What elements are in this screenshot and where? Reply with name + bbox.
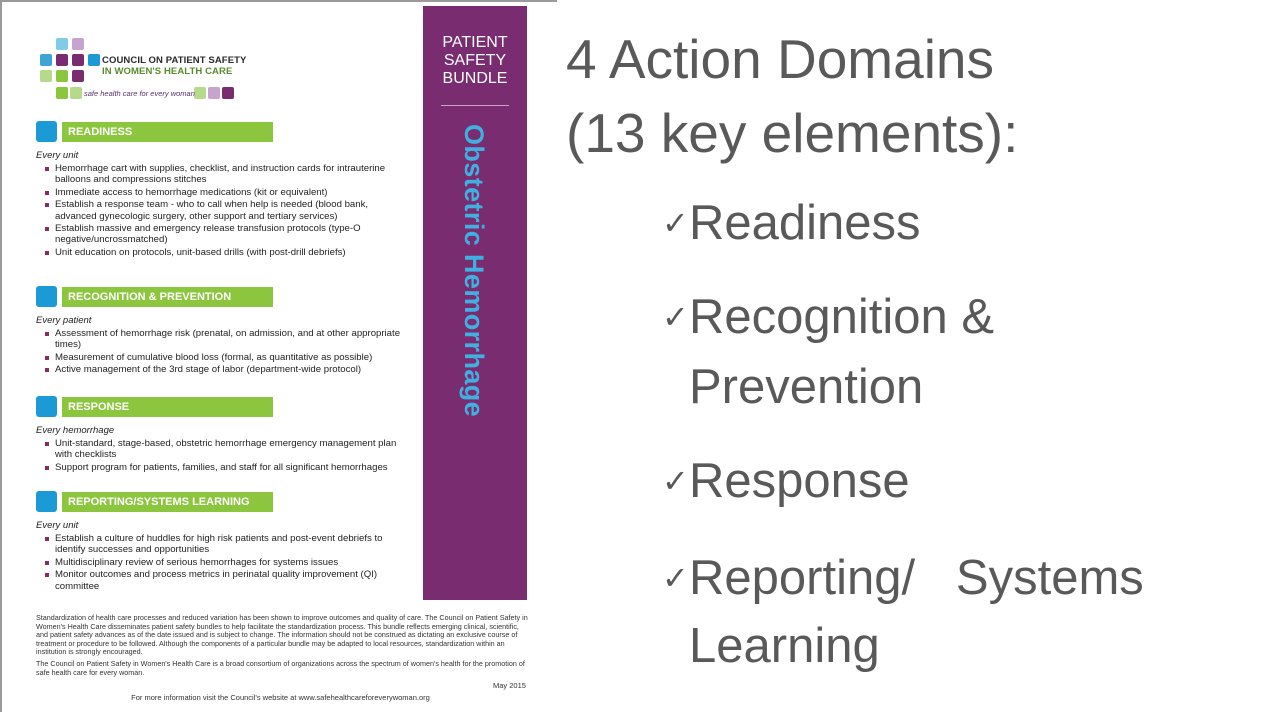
section-title: REPORTING/SYSTEMS LEARNING xyxy=(62,492,273,512)
check-icon: ✓ xyxy=(662,462,689,500)
list-item: Measurement of cumulative blood loss (formal, as quantitative as possible) xyxy=(36,352,416,363)
list-item: Multidisciplinary review of serious hemorrhages for systems issues xyxy=(36,557,416,568)
section-square xyxy=(36,491,57,512)
council-logo xyxy=(36,36,256,106)
disclaimer xyxy=(36,614,530,680)
bullet-text: Response xyxy=(689,454,910,508)
section-square xyxy=(36,396,57,417)
bundle-title: Obstetric Hemorrhage xyxy=(459,124,489,418)
list-item: Monitor outcomes and process metrics in perinatal quality improvement (QI) committee xyxy=(36,569,416,592)
bundle-label: PATIENT SAFETY BUNDLE xyxy=(442,34,508,87)
list-item: Establish a culture of huddles for high risk patients and post-event debriefs to identify successes and opportunities xyxy=(36,533,416,556)
list-item: Unit-standard, stage-based, obstetric hemorrhage emergency management plan with checklists xyxy=(36,438,416,461)
list-item: Establish a response team - who to call when help is needed (blood bank, advanced gynecologic surgery, other support and tertiary services) xyxy=(36,199,416,222)
document-date: May 2015 xyxy=(493,681,526,690)
bullet-text: Recognition & xyxy=(689,290,995,344)
section-response xyxy=(36,396,416,474)
section-reporting-systems-learning xyxy=(36,491,416,593)
heading-line: 4 Action Domains xyxy=(566,28,994,90)
more-info: For more information visit the Council's website at www.safehealthcareforeverywoman.org xyxy=(131,693,430,702)
section-recognition-prevention xyxy=(36,286,416,377)
section-square xyxy=(36,286,57,307)
list-item: Support program for patients, families, and staff for all significant hemorrhages xyxy=(36,462,416,473)
list-item: Assessment of hemorrhage risk (prenatal, on admission, and at other appropriate times) xyxy=(36,328,416,351)
section-title: RESPONSE xyxy=(62,397,273,417)
list-item: Hemorrhage cart with supplies, checklist, and instruction cards for intrauterine balloons and compressions stitches xyxy=(36,163,416,186)
bullet-text: Reporting/ Systems xyxy=(689,551,1144,605)
section-scope: Every unit xyxy=(36,520,79,531)
bundle-sidebar xyxy=(423,6,527,600)
list-item: Establish massive and emergency release transfusion protocols (type-O negative/uncrossmatched) xyxy=(36,223,416,246)
section-title: RECOGNITION & PREVENTION xyxy=(62,287,273,307)
slide-heading xyxy=(566,22,1266,170)
council-name: COUNCIL ON PATIENT SAFETY IN WOMEN'S HEALTH CARE xyxy=(102,55,247,77)
list-item: Immediate access to hemorrhage medications (kit or equivalent) xyxy=(36,187,416,198)
heading-line: (13 key elements): xyxy=(566,102,1019,164)
section-readiness xyxy=(36,121,416,259)
section-scope: Every hemorrhage xyxy=(36,425,115,436)
section-title: READINESS xyxy=(62,122,273,142)
bullet-text: Prevention xyxy=(689,360,924,414)
disclaimer-paragraph: Standardization of health care processes and reduced variation has been shown to improve outcomes and quality of care. The Council on Patient Safety in Women's Health Care disseminates patient safety bundles to help facilitate the standardization process. This bundle reflects emerging clinical, scientific, and patient safety advances as of the date issued and is subject to change. The information should not be construed as dictating an exclusive course of treatment or procedure to be followed. Although the components of a particular bundle may be adapted to local resources, standardization within an institution is strongly encouraged. xyxy=(36,613,528,657)
list-item: Unit education on protocols, unit-based drills (with post-drill debriefs) xyxy=(36,247,416,258)
bullet-text: Readiness xyxy=(689,196,921,250)
list-item: Active management of the 3rd stage of labor (department-wide protocol) xyxy=(36,364,416,375)
section-scope: Every patient xyxy=(36,315,92,326)
divider xyxy=(441,105,509,106)
bullet-text: Learning xyxy=(689,619,880,673)
disclaimer-paragraph: The Council on Patient Safety in Women's Health Care is a broad consortium of organizations across the spectrum of women's health for the promotion of safe health care for every woman. xyxy=(36,658,525,677)
section-square xyxy=(36,121,57,142)
section-scope: Every unit xyxy=(36,150,79,161)
check-icon: ✓ xyxy=(662,559,689,597)
check-icon: ✓ xyxy=(662,204,689,242)
council-tagline: safe health care for every woman xyxy=(84,89,195,98)
bundle-document xyxy=(0,0,557,712)
check-icon: ✓ xyxy=(662,298,689,336)
